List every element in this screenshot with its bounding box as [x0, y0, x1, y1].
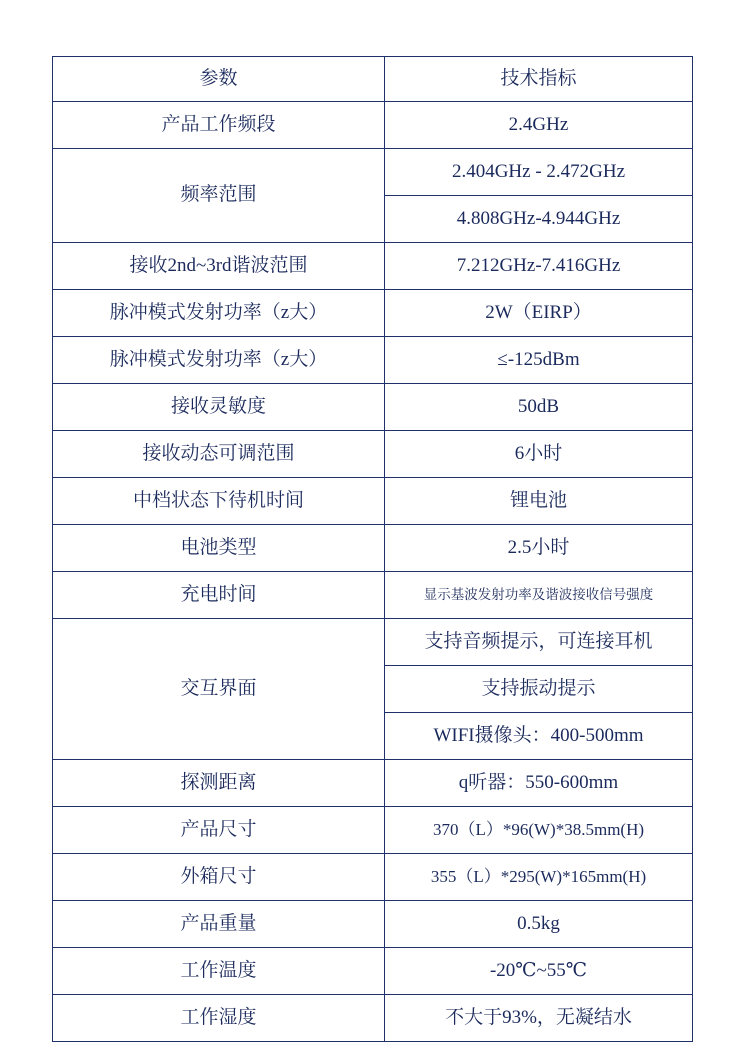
- row-value: 2.4GHz: [385, 102, 693, 149]
- row-parameter: 交互界面: [53, 619, 385, 760]
- row-value: 支持振动提示: [385, 666, 693, 713]
- row-value: 355（L）*295(W)*165mm(H): [385, 854, 693, 901]
- row-value: ≤-125dBm: [385, 337, 693, 384]
- row-parameter: 接收2nd~3rd谐波范围: [53, 243, 385, 290]
- row-value: 370（L）*96(W)*38.5mm(H): [385, 807, 693, 854]
- row-parameter: 中档状态下待机时间: [53, 478, 385, 525]
- row-value: 2W（EIRP）: [385, 290, 693, 337]
- table-row: [53, 572, 693, 619]
- row-value: 2.404GHz - 2.472GHz: [385, 149, 693, 196]
- row-parameter: 工作湿度: [53, 995, 385, 1042]
- specification-table: [52, 56, 693, 1042]
- table-row: [53, 619, 693, 666]
- table-row: [53, 478, 693, 525]
- table-row: [53, 337, 693, 384]
- row-parameter: 探测距离: [53, 760, 385, 807]
- table-row: [53, 290, 693, 337]
- row-parameter: 电池类型: [53, 525, 385, 572]
- row-value: 不大于93%，无凝结水: [385, 995, 693, 1042]
- table-row: [53, 854, 693, 901]
- row-parameter: 脉冲模式发射功率（z大）: [53, 290, 385, 337]
- row-value: WIFI摄像头：400-500mm: [385, 713, 693, 760]
- row-value: 50dB: [385, 384, 693, 431]
- table-row: [53, 525, 693, 572]
- row-value: 锂电池: [385, 478, 693, 525]
- row-parameter: 外箱尺寸: [53, 854, 385, 901]
- row-value: 0.5kg: [385, 901, 693, 948]
- row-parameter: 脉冲模式发射功率（z大）: [53, 337, 385, 384]
- row-value: 2.5小时: [385, 525, 693, 572]
- row-parameter: 产品尺寸: [53, 807, 385, 854]
- row-parameter: 频率范围: [53, 149, 385, 243]
- table-row: [53, 431, 693, 478]
- row-parameter: 充电时间: [53, 572, 385, 619]
- table-body: [53, 57, 693, 1042]
- header-spec: 技术指标: [385, 57, 693, 102]
- row-value: 支持音频提示，可连接耳机: [385, 619, 693, 666]
- row-value: q听器：550-600mm: [385, 760, 693, 807]
- table-row: [53, 243, 693, 290]
- row-parameter: 工作温度: [53, 948, 385, 995]
- row-parameter: 产品工作频段: [53, 102, 385, 149]
- row-value: -20℃~55℃: [385, 948, 693, 995]
- table-row: [53, 149, 693, 196]
- table-row: [53, 102, 693, 149]
- table-row: [53, 901, 693, 948]
- table-row: [53, 807, 693, 854]
- table-row: [53, 384, 693, 431]
- row-value: 显示基波发射功率及谐波接收信号强度: [385, 572, 693, 619]
- table-row: [53, 995, 693, 1042]
- header-parameter: 参数: [53, 57, 385, 102]
- row-parameter: 产品重量: [53, 901, 385, 948]
- row-parameter: 接收灵敏度: [53, 384, 385, 431]
- row-value: 4.808GHz-4.944GHz: [385, 196, 693, 243]
- table-row: [53, 760, 693, 807]
- row-parameter: 接收动态可调范围: [53, 431, 385, 478]
- table-header-row: [53, 57, 693, 102]
- row-value: 7.212GHz-7.416GHz: [385, 243, 693, 290]
- table-row: [53, 948, 693, 995]
- row-value: 6小时: [385, 431, 693, 478]
